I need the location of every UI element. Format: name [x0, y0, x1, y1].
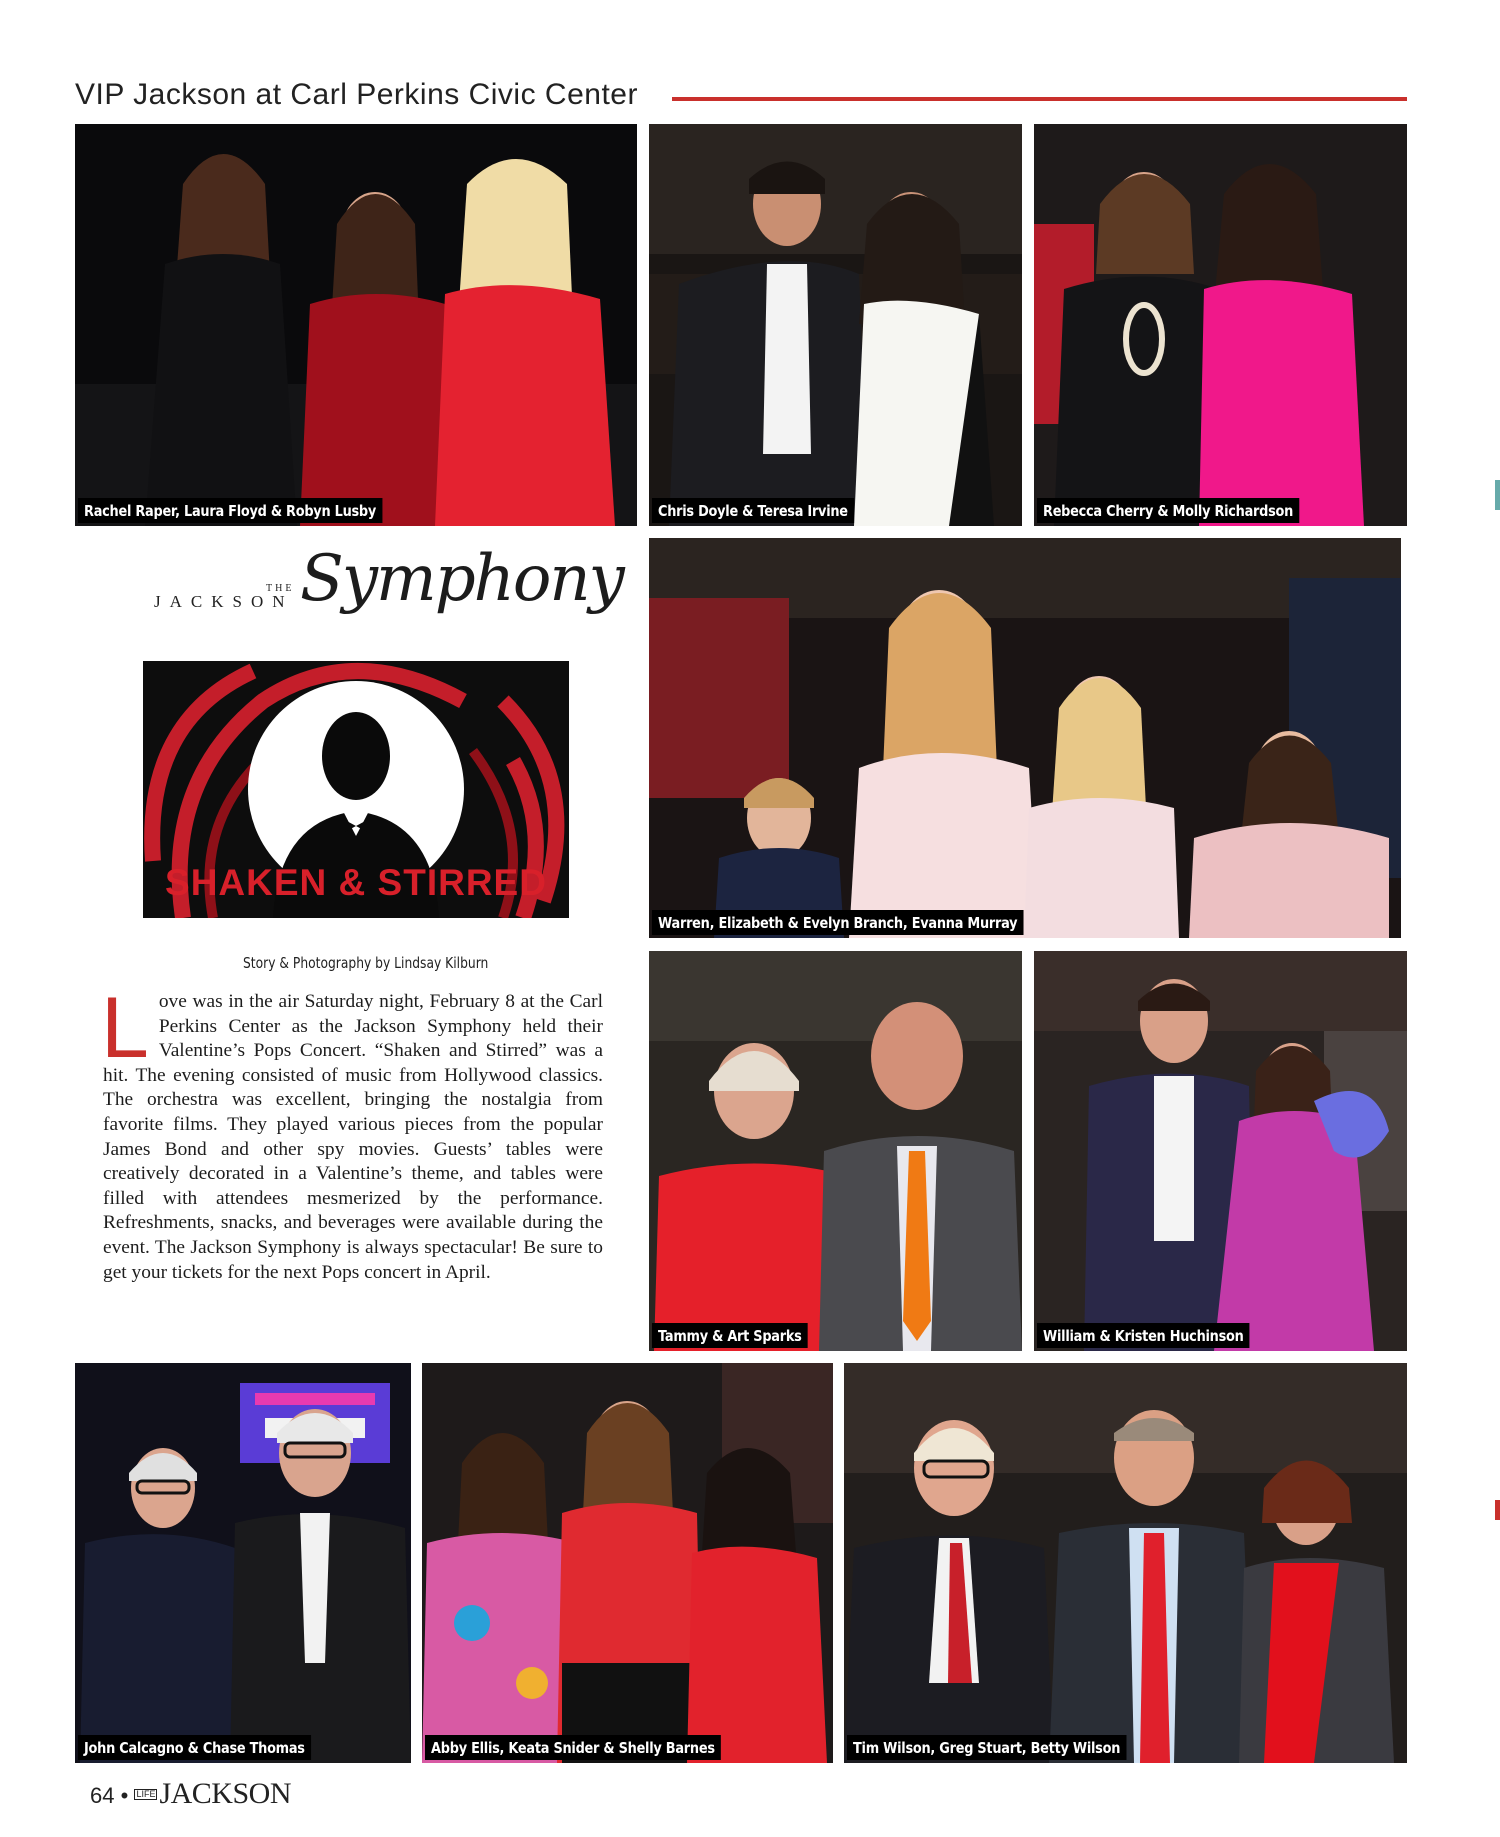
page-title: VIP Jackson at Carl Perkins Civic Center: [75, 78, 638, 111]
photo-rebecca-molly: [1034, 124, 1407, 526]
photo-tim-greg-betty: [844, 1363, 1407, 1763]
logo-jackson: JACKSON: [154, 592, 294, 611]
photo-caption: Tammy & Art Sparks: [652, 1323, 808, 1348]
photo-rachel-laura-robyn: [75, 124, 637, 526]
photo-caption: Chris Doyle & Teresa Irvine: [652, 498, 854, 523]
photo-caption: Warren, Elizabeth & Evelyn Branch, Evanna Murray: [652, 910, 1023, 935]
photo-caption: John Calcagno & Chase Thomas: [78, 1735, 311, 1760]
drop-cap: L: [101, 980, 149, 1076]
story-text: ove was in the air Saturday night, February 8 at the Carl Perkins Center as the Jackson Symphony held their Valentine’s Pops Concert. “Shaken and Stirred” was a hit. The evening consisted of music from Hollywood classics. The orchestra was excellent, bringing the nostalgia from favorite films. They played various pieces from the popular James Bond and other spy movies. Guests’ tables were creatively decorated in a Valentine’s theme, and tables were filled with attendees mesmerized by the performance. Refreshments, snacks, and beverages were available during the event. The Jackson Symphony is always spectacular! Be sure to get your tickets for the next Pops concert in April.: [103, 991, 603, 1283]
photo-caption: Tim Wilson, Greg Stuart, Betty Wilson: [847, 1735, 1126, 1760]
story-body: [101, 980, 603, 1285]
brand-name: JACKSON: [159, 1777, 291, 1810]
logo-symphony-script: Symphony: [300, 542, 623, 616]
photo-william-kristen: [1034, 951, 1407, 1351]
photo-caption: William & Kristen Huchinson: [1037, 1323, 1250, 1348]
edge-mark: [1495, 1500, 1500, 1520]
edge-mark: [1495, 480, 1500, 510]
byline: Story & Photography by Lindsay Kilburn: [243, 954, 489, 972]
photo-branch-murray-kids: [649, 538, 1401, 938]
page-number: 64: [90, 1783, 115, 1808]
photo-caption: Rachel Raper, Laura Floyd & Robyn Lusby: [78, 498, 382, 523]
photo-john-chase: [75, 1363, 411, 1763]
folio-separator: •: [120, 1783, 129, 1808]
brand-mini-mark: LIFE: [136, 1789, 156, 1799]
photo-caption: Rebecca Cherry & Molly Richardson: [1037, 498, 1299, 523]
shaken-stirred-poster: [143, 661, 569, 918]
page-folio: [90, 1777, 291, 1811]
photo-abby-keata-shelly: [422, 1363, 833, 1763]
poster-title: SHAKEN & STIRRED: [165, 862, 547, 903]
photo-chris-teresa: [649, 124, 1022, 526]
logo-the: THE: [266, 583, 295, 594]
header-rule: [672, 97, 1407, 101]
photo-tammy-art: [649, 951, 1022, 1351]
photo-caption: Abby Ellis, Keata Snider & Shelly Barnes: [425, 1735, 721, 1760]
